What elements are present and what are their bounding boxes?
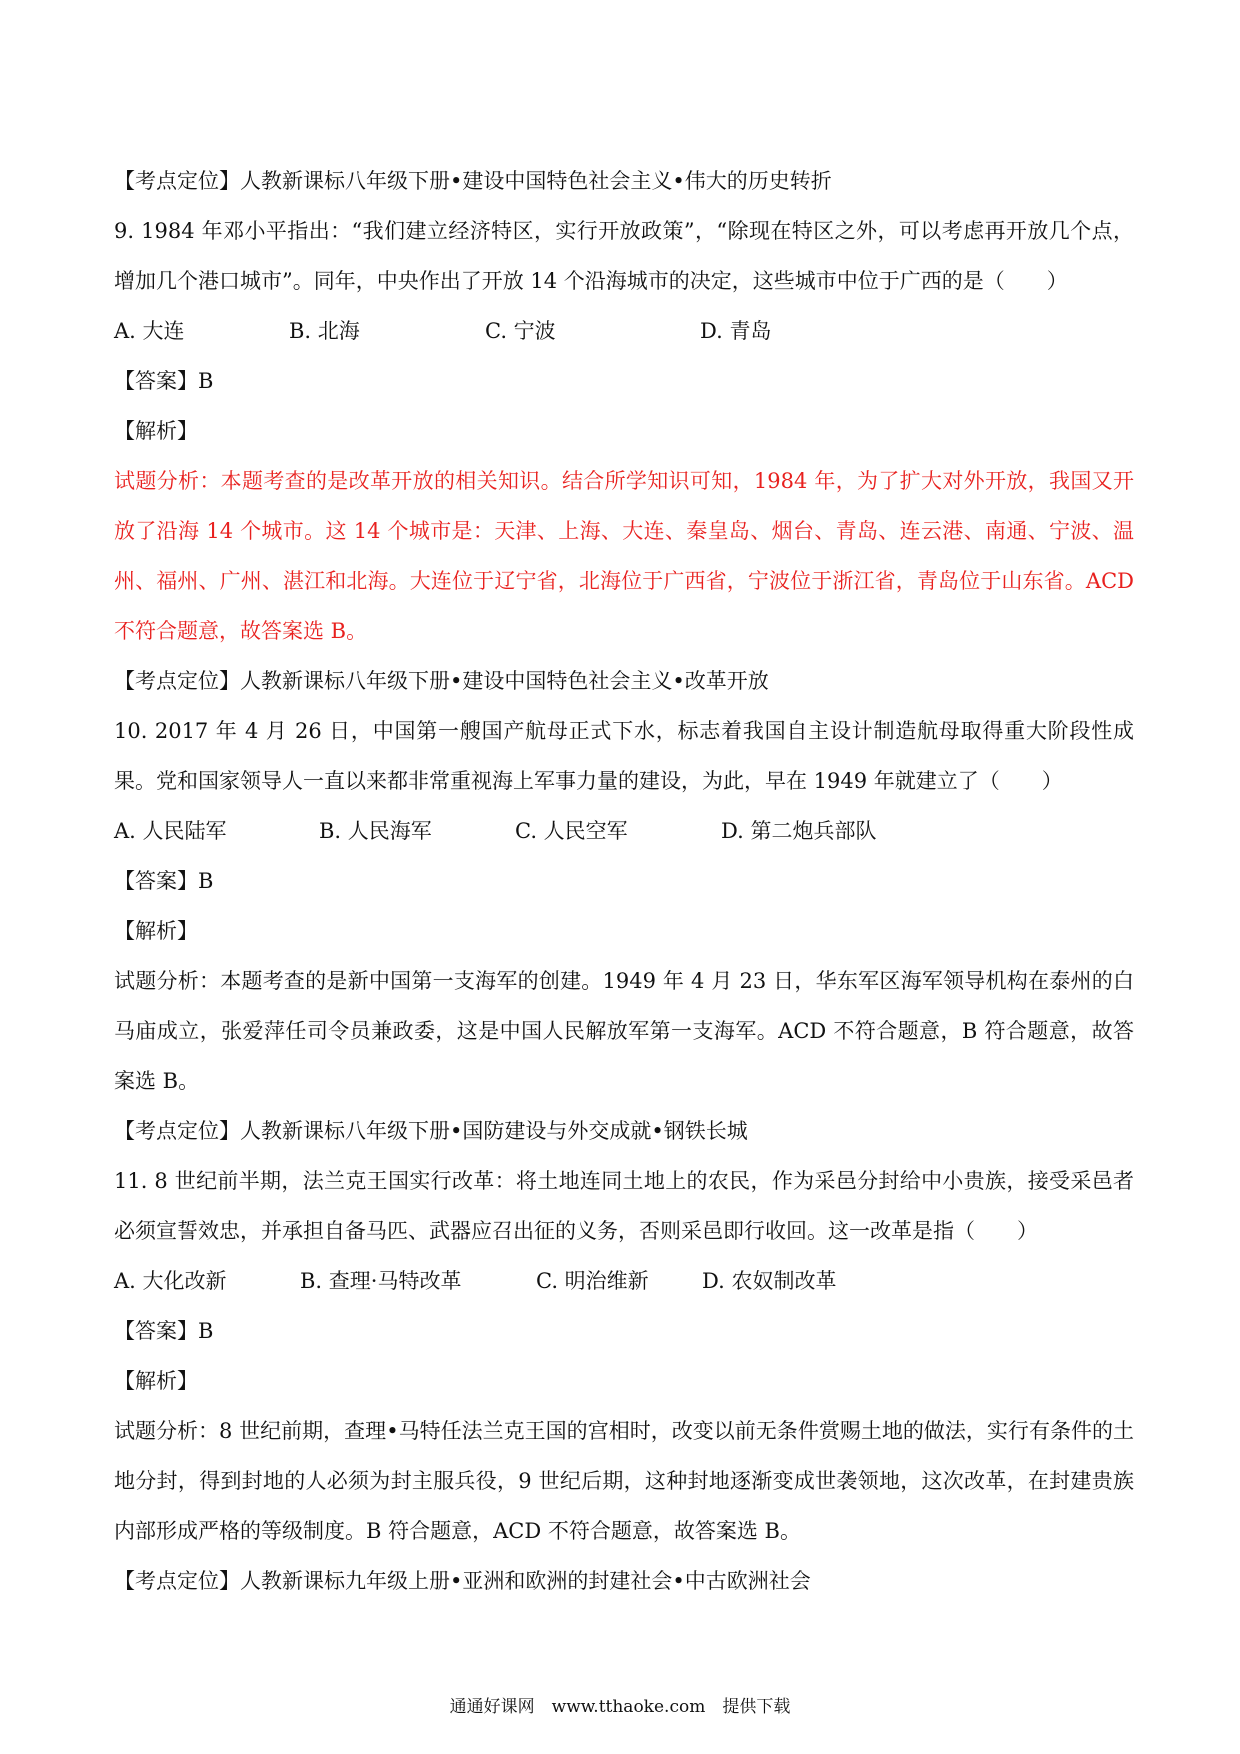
kaodian-8: 【考点定位】人教新课标八年级下册•建设中国特色社会主义•伟大的历史转折 xyxy=(114,169,832,193)
kaodian-9: 【考点定位】人教新课标八年级下册•建设中国特色社会主义•改革开放 xyxy=(114,669,769,693)
options-9 xyxy=(114,306,1134,356)
option-c: C. 宁波 xyxy=(485,319,556,343)
answer-11: 【答案】B xyxy=(114,1319,214,1343)
kaodian-10: 【考点定位】人教新课标八年级下册•国防建设与外交成就•钢铁长城 xyxy=(114,1119,748,1143)
question-9: 9. 1984 年邓小平指出：“我们建立经济特区，实行开放政策”，“除现在特区之外，可以考虑再开放几个点，增加几个港口城市”。同年，中央作出了开放 14 个沿海城市的决定，这些城市中位于广西的是（ ） xyxy=(114,219,1134,293)
option-b: B. 人民海军 xyxy=(319,819,432,843)
option-c: C. 明治维新 xyxy=(536,1269,649,1293)
question-11: 11. 8 世纪前半期，法兰克王国实行改革：将土地连同土地上的农民，作为采邑分封给中小贵族，接受采邑者必须宣誓效忠，并承担自备马匹、武器应召出征的义务，否则采邑即行收回。这一改革是指（ ） xyxy=(114,1169,1134,1243)
kaodian-11: 【考点定位】人教新课标九年级上册•亚洲和欧洲的封建社会•中古欧洲社会 xyxy=(114,1569,811,1593)
option-d: D. 第二炮兵部队 xyxy=(721,819,877,843)
page-footer: 通通好课网 www.tthaoke.com 提供下载 xyxy=(449,1697,791,1717)
option-a: A. 人民陆军 xyxy=(114,819,227,843)
option-d: D. 农奴制改革 xyxy=(702,1269,837,1293)
analysis-heading-11: 【解析】 xyxy=(114,1369,198,1393)
analysis-heading-9: 【解析】 xyxy=(114,419,198,443)
option-b: B. 查理·马特改革 xyxy=(300,1269,462,1293)
options-10 xyxy=(114,806,1134,856)
option-d: D. 青岛 xyxy=(700,319,772,343)
answer-9: 【答案】B xyxy=(114,369,214,393)
analysis-10: 试题分析：本题考查的是新中国第一支海军的创建。1949 年 4 月 23 日，华东军区海军领导机构在泰州的白马庙成立，张爱萍任司令员兼政委，这是中国人民解放军第一支海军。ACD 不符合题意，B 符合题意，故答案选 B。 xyxy=(114,969,1134,1093)
option-b: B. 北海 xyxy=(289,319,360,343)
analysis-11: 试题分析：8 世纪前期，查理•马特任法兰克王国的宫相时，改变以前无条件赏赐土地的做法，实行有条件的土地分封，得到封地的人必须为封主服兵役，9 世纪后期，这种封地逐渐变成世袭领地，这次改革，在封建贵族内部形成严格的等级制度。B 符合题意，ACD 不符合题意，故答案选 B。 xyxy=(114,1419,1134,1543)
analysis-9: 试题分析：本题考查的是改革开放的相关知识。结合所学知识可知，1984 年，为了扩大对外开放，我国又开放了沿海 14 个城市。这 14 个城市是：天津、上海、大连、秦皇岛、烟台、青岛、连云港、南通、宁波、温州、福州、广州、湛江和北海。大连位于辽宁省，北海位于广西省，宁波位于浙江省，青岛位于山东省。ACD 不符合题意，故答案选 B。 xyxy=(114,469,1134,643)
page-content xyxy=(114,156,1134,1606)
option-a: A. 大连 xyxy=(114,319,185,343)
option-a: A. 大化改新 xyxy=(114,1269,227,1293)
option-c: C. 人民空军 xyxy=(515,819,628,843)
analysis-heading-10: 【解析】 xyxy=(114,919,198,943)
answer-10: 【答案】B xyxy=(114,869,214,893)
options-11 xyxy=(114,1256,1134,1306)
question-10: 10. 2017 年 4 月 26 日，中国第一艘国产航母正式下水，标志着我国自主设计制造航母取得重大阶段性成果。党和国家领导人一直以来都非常重视海上军事力量的建设，为此，早在 1949 年就建立了（ ） xyxy=(114,719,1134,793)
